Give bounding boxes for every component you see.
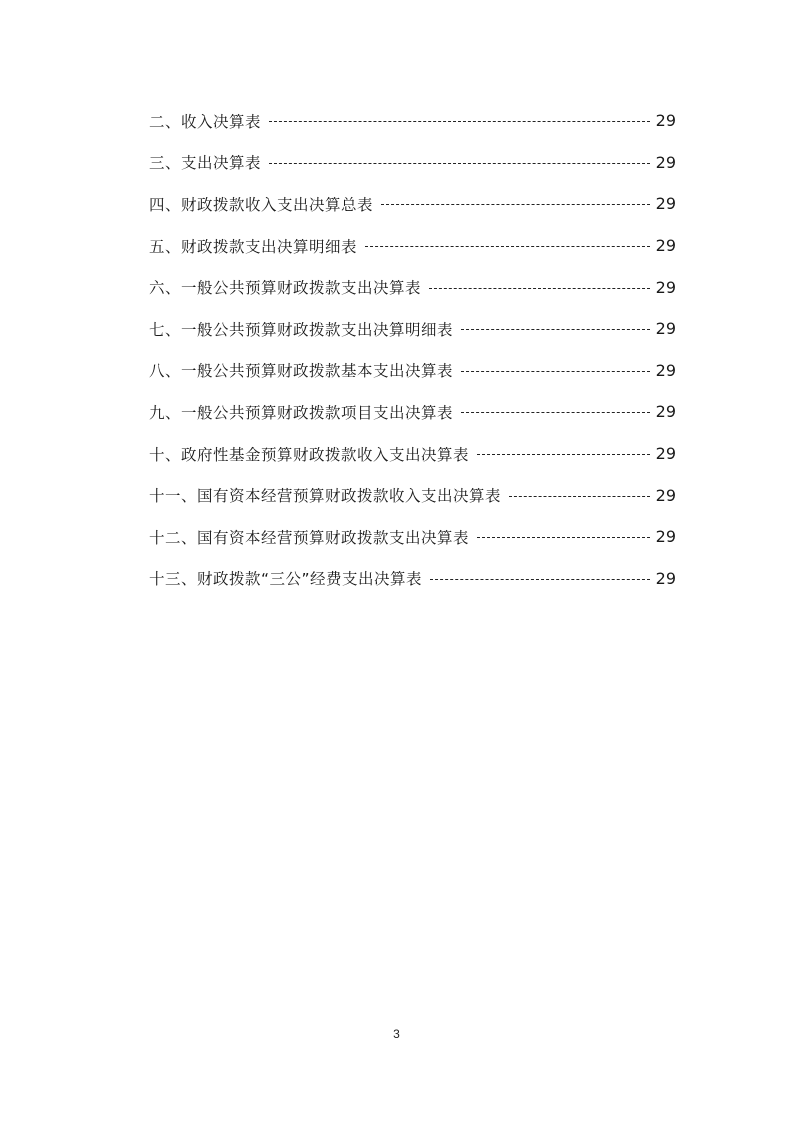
toc-entry[interactable] [149, 350, 676, 392]
toc-entry[interactable] [149, 183, 676, 225]
toc-entry[interactable] [149, 516, 676, 558]
toc-entry-page: 29 [655, 236, 676, 256]
toc-entry[interactable] [149, 225, 676, 267]
toc-entry[interactable] [149, 266, 676, 308]
toc-entry-title: 二、收入决算表 [149, 112, 262, 131]
toc-entry-page: 29 [655, 111, 676, 131]
toc-dot-leader [461, 329, 650, 330]
toc-entry-title: 十二、国有资本经营预算财政拨款支出决算表 [149, 528, 470, 547]
toc-entry-title: 八、一般公共预算财政拨款基本支出决算表 [149, 362, 454, 381]
toc-entry[interactable] [149, 558, 676, 600]
toc-dot-leader [477, 537, 650, 538]
toc-entry-page: 29 [655, 527, 676, 547]
toc-entry[interactable] [149, 474, 676, 516]
toc-entry-title: 十三、财政拨款“三公”经费支出决算表 [149, 570, 423, 589]
toc-dot-leader [269, 121, 650, 122]
toc-entry-page: 29 [655, 319, 676, 339]
toc-dot-leader [381, 204, 650, 205]
toc-entry-title: 十、政府性基金预算财政拨款收入支出决算表 [149, 445, 470, 464]
toc-dot-leader [461, 371, 650, 372]
toc-entry-title: 四、财政拨款收入支出决算总表 [149, 195, 374, 214]
toc-entry-page: 29 [655, 194, 676, 214]
toc-dot-leader [509, 496, 650, 497]
toc-entry[interactable] [149, 391, 676, 433]
toc-entry-title: 六、一般公共预算财政拨款支出决算表 [149, 279, 422, 298]
toc-entry-page: 29 [655, 152, 676, 172]
toc-entry-title: 十一、国有资本经营预算财政拨款收入支出决算表 [149, 487, 502, 506]
toc-entry[interactable] [149, 100, 676, 142]
page-number: 3 [393, 1027, 400, 1041]
toc-dot-leader [269, 163, 650, 164]
toc-dot-leader [461, 412, 650, 413]
toc-entry-title: 九、一般公共预算财政拨款项目支出决算表 [149, 403, 454, 422]
toc-dot-leader [365, 246, 650, 247]
toc-entry-page: 29 [655, 568, 676, 588]
toc-entry-page: 29 [655, 485, 676, 505]
toc-entry[interactable] [149, 142, 676, 184]
toc-entry-page: 29 [655, 402, 676, 422]
toc-dot-leader [429, 288, 650, 289]
toc-entry-page: 29 [655, 444, 676, 464]
toc-entry-page: 29 [655, 360, 676, 380]
toc-dot-leader [477, 454, 650, 455]
table-of-contents [149, 100, 676, 599]
toc-entry-page: 29 [655, 277, 676, 297]
toc-dot-leader [430, 579, 650, 580]
toc-entry-title: 五、财政拨款支出决算明细表 [149, 237, 358, 256]
toc-entry-title: 七、一般公共预算财政拨款支出决算明细表 [149, 320, 454, 339]
toc-entry[interactable] [149, 433, 676, 475]
toc-entry[interactable] [149, 308, 676, 350]
toc-entry-title: 三、支出决算表 [149, 154, 262, 173]
